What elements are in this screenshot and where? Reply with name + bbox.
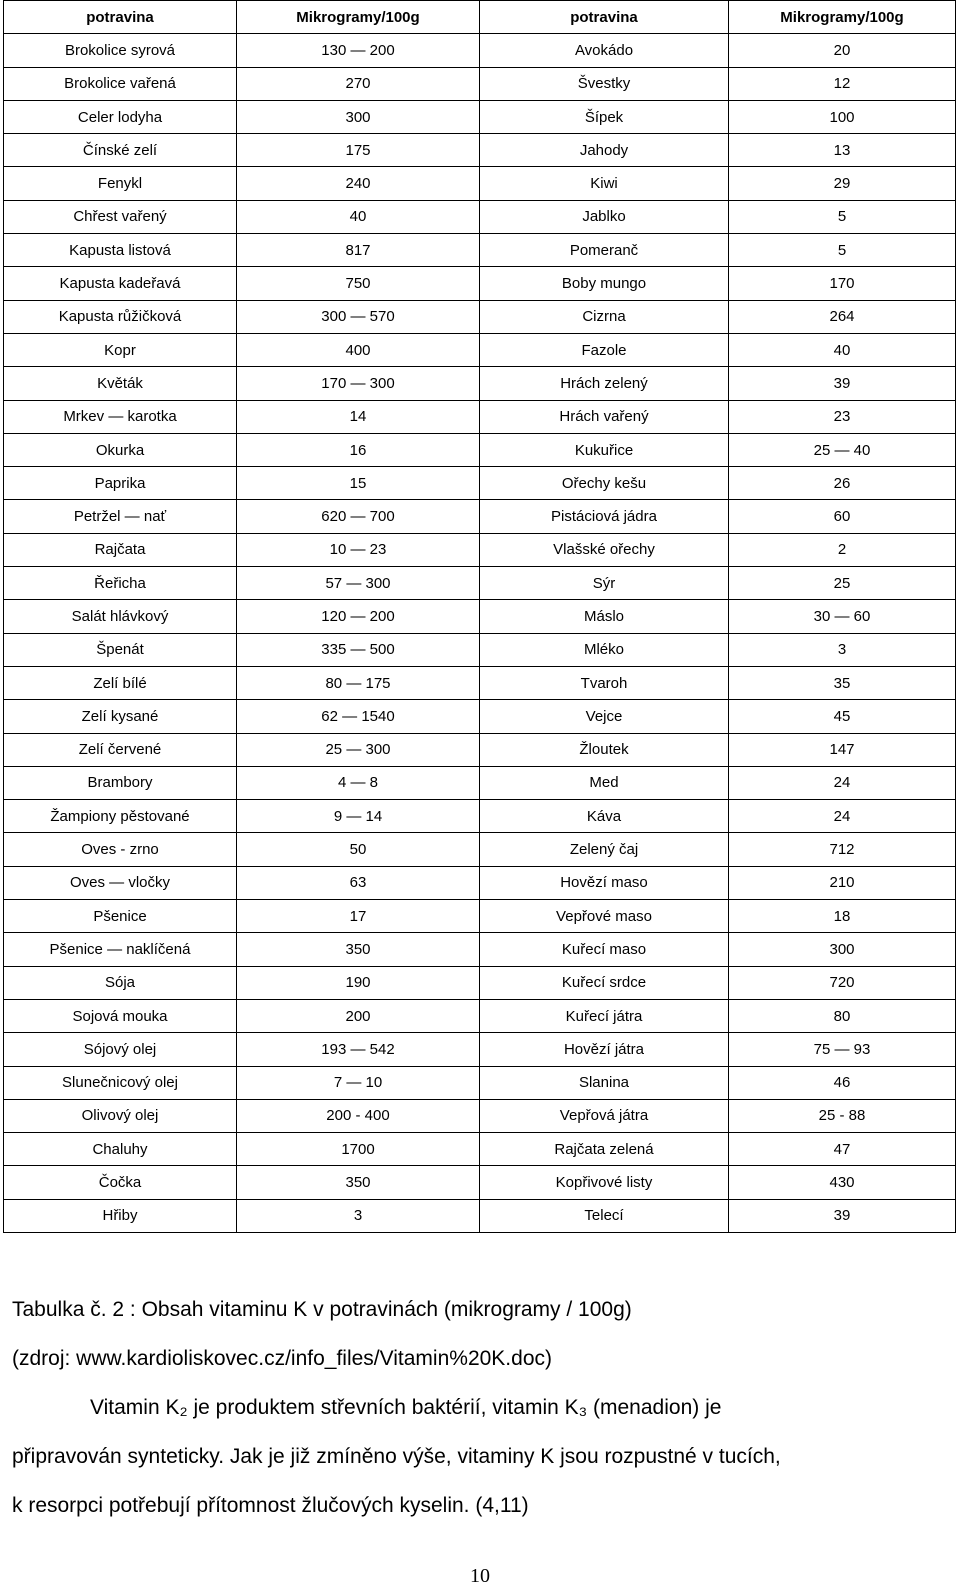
cell-food-1: Brambory [4,766,237,799]
cell-amount-2: 100 [729,100,956,133]
cell-amount-1: 40 [237,200,480,233]
table-row [4,999,956,1032]
cell-amount-1: 15 [237,467,480,500]
cell-food-1: Špenát [4,633,237,666]
table-row [4,234,956,267]
cell-amount-2: 210 [729,866,956,899]
table-row [4,766,956,799]
table-row [4,966,956,999]
cell-food-1: Paprika [4,467,237,500]
table-row [4,300,956,333]
cell-amount-1: 817 [237,234,480,267]
table-row [4,367,956,400]
cell-food-2: Jablko [480,200,729,233]
cell-food-2: Pomeranč [480,234,729,267]
cell-food-2: Zelený čaj [480,833,729,866]
table-row [4,633,956,666]
cell-amount-1: 14 [237,400,480,433]
cell-amount-2: 40 [729,333,956,366]
cell-amount-2: 430 [729,1166,956,1199]
header-amount-2: Mikrogramy/100g [729,1,956,34]
cell-food-1: Chaluhy [4,1133,237,1166]
cell-food-2: Boby mungo [480,267,729,300]
table-row [4,400,956,433]
table-row [4,1199,956,1232]
cell-food-2: Kiwi [480,167,729,200]
table-row [4,200,956,233]
table-row [4,267,956,300]
cell-food-1: Brokolice vařená [4,67,237,100]
cell-amount-1: 240 [237,167,480,200]
cell-amount-2: 20 [729,34,956,67]
cell-food-1: Řeřicha [4,567,237,600]
table-row [4,666,956,699]
table-body [4,34,956,1233]
cell-amount-2: 39 [729,367,956,400]
paragraph-line-1: Vitamin K₂ je produktem střevních baktérií, vitamin K₃ (menadion) je [90,1396,722,1419]
cell-food-1: Kapusta růžičková [4,300,237,333]
table-row [4,833,956,866]
cell-food-1: Rajčata [4,533,237,566]
cell-food-1: Kapusta kadeřavá [4,267,237,300]
cell-amount-2: 5 [729,234,956,267]
table-row [4,500,956,533]
table-row [4,134,956,167]
cell-food-1: Salát hlávkový [4,600,237,633]
vitamin-k-table [3,0,956,1233]
cell-amount-2: 13 [729,134,956,167]
table-caption: Tabulka č. 2 : Obsah vitaminu K v potravinách (mikrogramy / 100g) [12,1298,632,1321]
cell-amount-2: 47 [729,1133,956,1166]
cell-food-2: Kopřivové listy [480,1166,729,1199]
cell-amount-2: 264 [729,300,956,333]
page-number: 10 [470,1565,490,1587]
table-row [4,800,956,833]
cell-food-2: Žloutek [480,733,729,766]
cell-food-1: Kopr [4,333,237,366]
table-row [4,600,956,633]
cell-amount-1: 335 — 500 [237,633,480,666]
cell-amount-2: 712 [729,833,956,866]
cell-food-2: Hrách vařený [480,400,729,433]
cell-food-2: Kuřecí srdce [480,966,729,999]
cell-amount-1: 1700 [237,1133,480,1166]
cell-food-2: Kuřecí játra [480,999,729,1032]
table-row [4,1166,956,1199]
cell-amount-2: 25 — 40 [729,433,956,466]
cell-amount-1: 57 — 300 [237,567,480,600]
cell-amount-2: 18 [729,900,956,933]
cell-food-2: Ořechy kešu [480,467,729,500]
table-row [4,866,956,899]
cell-amount-2: 720 [729,966,956,999]
cell-amount-2: 25 [729,567,956,600]
cell-amount-1: 175 [237,134,480,167]
cell-amount-1: 170 — 300 [237,367,480,400]
cell-amount-2: 46 [729,1066,956,1099]
cell-amount-2: 60 [729,500,956,533]
cell-food-2: Tvaroh [480,666,729,699]
cell-food-2: Avokádo [480,34,729,67]
table-row [4,34,956,67]
cell-amount-1: 7 — 10 [237,1066,480,1099]
cell-amount-1: 190 [237,966,480,999]
cell-amount-1: 400 [237,333,480,366]
table-row [4,1066,956,1099]
cell-food-2: Fazole [480,333,729,366]
cell-amount-1: 120 — 200 [237,600,480,633]
cell-food-2: Cizrna [480,300,729,333]
table-row [4,533,956,566]
cell-food-2: Vepřová játra [480,1099,729,1132]
table-row [4,567,956,600]
cell-amount-1: 193 — 542 [237,1033,480,1066]
cell-amount-1: 620 — 700 [237,500,480,533]
cell-amount-1: 130 — 200 [237,34,480,67]
cell-food-2: Jahody [480,134,729,167]
cell-amount-2: 35 [729,666,956,699]
cell-amount-1: 50 [237,833,480,866]
cell-food-1: Čočka [4,1166,237,1199]
cell-amount-2: 75 — 93 [729,1033,956,1066]
cell-amount-1: 300 — 570 [237,300,480,333]
cell-food-1: Sojová mouka [4,999,237,1032]
cell-food-2: Sýr [480,567,729,600]
cell-food-1: Oves — vločky [4,866,237,899]
cell-food-1: Hřiby [4,1199,237,1232]
cell-food-2: Hovězí maso [480,866,729,899]
cell-food-1: Žampiony pěstované [4,800,237,833]
cell-amount-2: 23 [729,400,956,433]
cell-food-2: Máslo [480,600,729,633]
cell-food-1: Květák [4,367,237,400]
cell-amount-2: 45 [729,700,956,733]
table-row [4,167,956,200]
cell-food-2: Pistáciová jádra [480,500,729,533]
cell-food-1: Mrkev — karotka [4,400,237,433]
cell-food-1: Celer lodyha [4,100,237,133]
table-source: (zdroj: www.kardioliskovec.cz/info_files/Vitamin%20K.doc) [12,1347,552,1370]
table-row [4,467,956,500]
cell-amount-2: 147 [729,733,956,766]
table-row [4,1099,956,1132]
cell-amount-1: 3 [237,1199,480,1232]
table-header-row [4,1,956,34]
paragraph-line-3: k resorpci potřebují přítomnost žlučových kyselin. (4,11) [12,1494,529,1517]
cell-amount-1: 16 [237,433,480,466]
cell-amount-1: 10 — 23 [237,533,480,566]
cell-food-1: Chřest vařený [4,200,237,233]
cell-food-1: Pšenice [4,900,237,933]
cell-food-1: Oves - zrno [4,833,237,866]
table-row [4,933,956,966]
cell-food-2: Švestky [480,67,729,100]
cell-food-1: Slunečnicový olej [4,1066,237,1099]
cell-amount-2: 300 [729,933,956,966]
cell-amount-1: 4 — 8 [237,766,480,799]
cell-amount-1: 200 - 400 [237,1099,480,1132]
cell-food-1: Kapusta listová [4,234,237,267]
table-row [4,333,956,366]
table-row [4,67,956,100]
header-amount-1: Mikrogramy/100g [237,1,480,34]
cell-food-2: Hovězí játra [480,1033,729,1066]
cell-food-2: Hrách zelený [480,367,729,400]
cell-amount-2: 5 [729,200,956,233]
cell-food-1: Zelí červené [4,733,237,766]
cell-amount-2: 12 [729,67,956,100]
cell-food-2: Vepřové maso [480,900,729,933]
cell-amount-1: 9 — 14 [237,800,480,833]
cell-amount-2: 80 [729,999,956,1032]
cell-food-2: Rajčata zelená [480,1133,729,1166]
table-row [4,433,956,466]
cell-amount-1: 270 [237,67,480,100]
cell-amount-2: 24 [729,800,956,833]
cell-food-1: Zelí bílé [4,666,237,699]
cell-food-1: Čínské zelí [4,134,237,167]
cell-amount-2: 25 - 88 [729,1099,956,1132]
cell-food-1: Fenykl [4,167,237,200]
cell-amount-1: 300 [237,100,480,133]
cell-amount-1: 80 — 175 [237,666,480,699]
cell-food-1: Brokolice syrová [4,34,237,67]
cell-food-2: Kuřecí maso [480,933,729,966]
vitamin-k-table-wrapper [3,0,955,1233]
cell-amount-2: 29 [729,167,956,200]
table-row [4,100,956,133]
cell-amount-2: 24 [729,766,956,799]
cell-food-2: Med [480,766,729,799]
cell-food-1: Sója [4,966,237,999]
cell-amount-1: 350 [237,1166,480,1199]
cell-food-2: Káva [480,800,729,833]
cell-amount-1: 63 [237,866,480,899]
header-food-2: potravina [480,1,729,34]
cell-amount-1: 62 — 1540 [237,700,480,733]
cell-food-2: Mléko [480,633,729,666]
paragraph-line-2: připravován synteticky. Jak je již zmíněno výše, vitaminy K jsou rozpustné v tucích, [12,1445,781,1468]
cell-amount-2: 2 [729,533,956,566]
cell-amount-1: 25 — 300 [237,733,480,766]
cell-food-2: Vlašské ořechy [480,533,729,566]
cell-food-2: Vejce [480,700,729,733]
table-row [4,733,956,766]
table-row [4,1133,956,1166]
cell-food-1: Olivový olej [4,1099,237,1132]
cell-food-1: Sójový olej [4,1033,237,1066]
cell-amount-2: 39 [729,1199,956,1232]
cell-food-2: Šípek [480,100,729,133]
cell-amount-1: 750 [237,267,480,300]
table-row [4,900,956,933]
cell-food-2: Slanina [480,1066,729,1099]
cell-amount-1: 17 [237,900,480,933]
table-row [4,1033,956,1066]
cell-amount-1: 200 [237,999,480,1032]
cell-amount-2: 30 — 60 [729,600,956,633]
cell-food-2: Telecí [480,1199,729,1232]
cell-food-1: Zelí kysané [4,700,237,733]
cell-food-1: Petržel — nať [4,500,237,533]
cell-food-1: Pšenice — naklíčená [4,933,237,966]
cell-amount-2: 3 [729,633,956,666]
cell-food-2: Kukuřice [480,433,729,466]
cell-amount-1: 350 [237,933,480,966]
cell-amount-2: 26 [729,467,956,500]
header-food-1: potravina [4,1,237,34]
table-row [4,700,956,733]
cell-amount-2: 170 [729,267,956,300]
cell-food-1: Okurka [4,433,237,466]
